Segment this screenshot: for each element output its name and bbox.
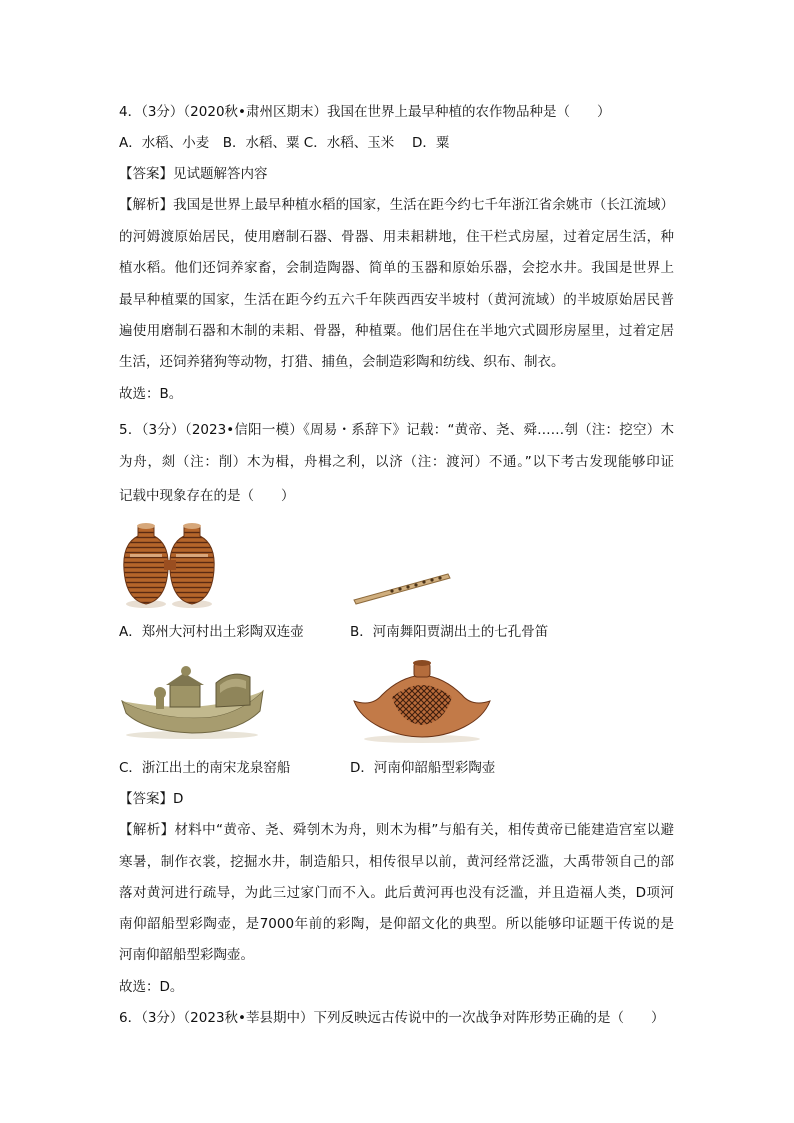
q4-answer: 【答案】见试题解答内容 [119,166,268,182]
q5-analysis-line: 【解析】材料中“黄帝、尧、舜刳木为舟，则木为楫”与船有关，相传黄帝已能建造宫室以避 [119,822,674,838]
q4-options: A．水稻、小麦 B．水稻、粟 C．水稻、玉米 D．粟 [119,135,450,151]
q5-option-b: B．河南舞阳贾湖出土的七孔骨笛 [350,624,549,640]
q5-option-d: D．河南仰韶船型彩陶壶 [350,760,496,776]
q5-option-a: A．郑州大河村出土彩陶双连壶 [119,624,304,640]
q6-stem: 6．（3分）（2023秋•莘县期中）下列反映远古传说中的一次战争对阵形势正确的是（ ） [119,1010,665,1026]
q5-analysis-line: 南仰韶船型彩陶壶，是7000年前的彩陶，是仰韶文化的典型。所以能够印证题干传说的是 [119,916,674,932]
q5-stem-line: 为舟，剡（注：削）木为楫，舟楫之利，以济（注：渡河）不通。”以下考古发现能够印证 [119,454,674,470]
q4-analysis-line: 的河姆渡原始居民，使用磨制石器、骨器、用耒耜耕地，住干栏式房屋，过着定居生活，种 [119,229,674,245]
boat-shaped-pottery-image [352,655,492,745]
q4-analysis-line: 遍使用磨制石器和木制的耒耜、骨器，种植粟。他们居住在半地穴式圆形房屋里，过着定居 [119,323,674,339]
q4-analysis-line: 最早种植粟的国家，生活在距今约五六千年陕西西安半坡村（黄河流域）的半坡原始居民普 [119,292,674,308]
q5-analysis-line: 河南仰韶船型彩陶壶。 [119,947,254,963]
q5-analysis-line: 寒暑，制作衣裳，挖掘水井，制造船只，相传很早以前，黄河经常泛滥，大禹带领自己的部 [119,854,674,870]
q5-stem-line: 记载中现象存在的是（ ） [119,488,295,504]
q5-choose: 故选：D。 [119,979,184,995]
q5-analysis-line: 落对黄河进行疏导，为此三过家门而不入。此后黄河再也没有泛滥，并且造福人类，D项河 [119,885,674,901]
celadon-boat-image [120,655,265,740]
q5-option-c: C．浙江出土的南宋龙泉窑船 [119,760,291,776]
twin-pottery-pot-image [120,520,220,610]
q4-analysis-line: 生活，还饲养猪狗等动物，打猎、捕鱼，会制造彩陶和纺线、织布、制衣。 [119,354,565,370]
q4-analysis-line: 植水稻。他们还饲养家畜，会制造陶器、简单的玉器和原始乐器，会挖水井。我国是世界上 [119,260,674,276]
q4-stem: 4．（3分）（2020秋•肃州区期末）我国在世界上最早种植的农作物品种是（ ） [119,104,611,120]
q5-stem-line: 5．（3分）（2023•信阳一模）《周易・系辞下》记载：“黄帝、尧、舜……刳（注：挖空）木 [119,422,674,438]
q4-analysis-line: 【解析】我国是世界上最早种植水稻的国家，生活在距今约七千年浙江省余姚市（长江流域） [119,197,674,213]
bone-flute-image [352,570,452,606]
q4-choose: 故选：B。 [119,386,183,402]
q5-answer: 【答案】D [119,791,184,807]
